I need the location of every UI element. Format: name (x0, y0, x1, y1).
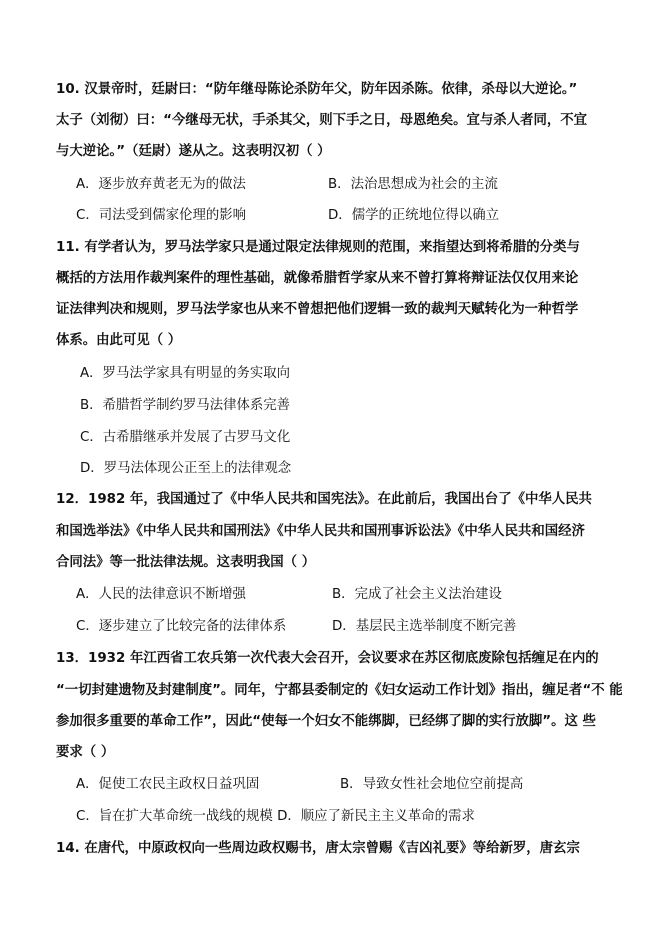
q14-line-1: 14. 在唐代，中原政权向一些周边政权赐书，唐太宗曾赐《吉凶礼要》等给新罗，唐玄宗 (56, 841, 580, 856)
q13-line-1: 13．1932 年江西省工农兵第一次代表大会召开，会议要求在苏区彻底废除包括缠足在内的 (56, 651, 599, 666)
q11-option-a: A．罗马法学家具有明显的务实取向 (80, 366, 291, 381)
q10-option-a: A．逐步放弃黄老无为的做法 (76, 177, 246, 192)
q10-line-1: 10. 汉景帝时，廷尉曰：“防年继母陈论杀防年父，防年因杀陈。依律，杀母以大逆论。” (56, 82, 578, 97)
q12-line-3: 合同法》等一批法律法规。这表明我国（ ） (56, 555, 316, 570)
q12-option-d: D．基层民主选举制度不断完善 (332, 619, 517, 634)
q12-option-c: C．逐步建立了比较完备的法律体系 (76, 619, 287, 634)
q11-line-2: 概括的方法用作裁判案件的理性基础，就像希腊哲学家从来不曾打算将辩证法仅仅用来论 (56, 271, 579, 286)
q11-option-b: B．希腊哲学制约罗马法律体系完善 (80, 398, 291, 413)
q10-option-d: D．儒学的正统地位得以确立 (328, 208, 499, 223)
q11-line-4: 体系。由此可见（ ） (56, 333, 182, 348)
q11-option-d: D．罗马法体现公正至上的法律观念 (80, 461, 292, 476)
q13-option-cd: C．旨在扩大革命统一战线的规模 D．顺应了新民主主义革命的需求 (76, 809, 475, 824)
q12-line-1: 12．1982 年，我国通过了《中华人民共和国宪法》。在此前后，我国出台了《中华人民共 (56, 492, 592, 507)
q10-option-b: B．法治思想成为社会的主流 (328, 177, 498, 192)
q13-line-4: 要求（ ） (56, 745, 115, 760)
q13-line-2: “一切封建遗物及封建制度”。同年，宁都县委制定的《妇女运动工作计划》指出，缠足者“不 能 (56, 683, 623, 698)
q13-option-b: B．导致女性社会地位空前提高 (340, 777, 524, 792)
q10-line-2: 太子（刘彻）曰：“今继母无状，手杀其父，则下手之日，母恩绝矣。宜与杀人者同，不宜 (56, 113, 588, 128)
q13-option-a: A．促使工农民主政权日益巩固 (76, 777, 260, 792)
q10-line-3: 与大逆论。”（廷尉）遂从之。这表明汉初（ ） (56, 144, 331, 159)
q11-line-3: 证法律判决和规则，罗马法学家也从来不曾想把他们逻辑一致的裁判天赋转化为一种哲学 (56, 302, 579, 317)
q11-line-1: 11. 有学者认为，罗马法学家只是通过限定法律规则的范围，来指望达到将希腊的分类与 (56, 240, 580, 255)
q12-option-a: A．人民的法律意识不断增强 (76, 587, 246, 602)
q10-option-c: C．司法受到儒家伦理的影响 (76, 208, 247, 223)
q11-option-c: C．古希腊继承并发展了古罗马文化 (80, 430, 291, 445)
q12-line-2: 和国选举法》《中华人民共和国刑法》《中华人民共和国刑事诉讼法》《中华人民共和国经济 (56, 524, 585, 539)
q13-line-3: 参加很多重要的革命工作”，因此“使每一个妇女不能绑脚，已经绑了脚的实行放脚”。这 些 (56, 714, 596, 729)
q12-option-b: B．完成了社会主义法治建设 (332, 587, 502, 602)
